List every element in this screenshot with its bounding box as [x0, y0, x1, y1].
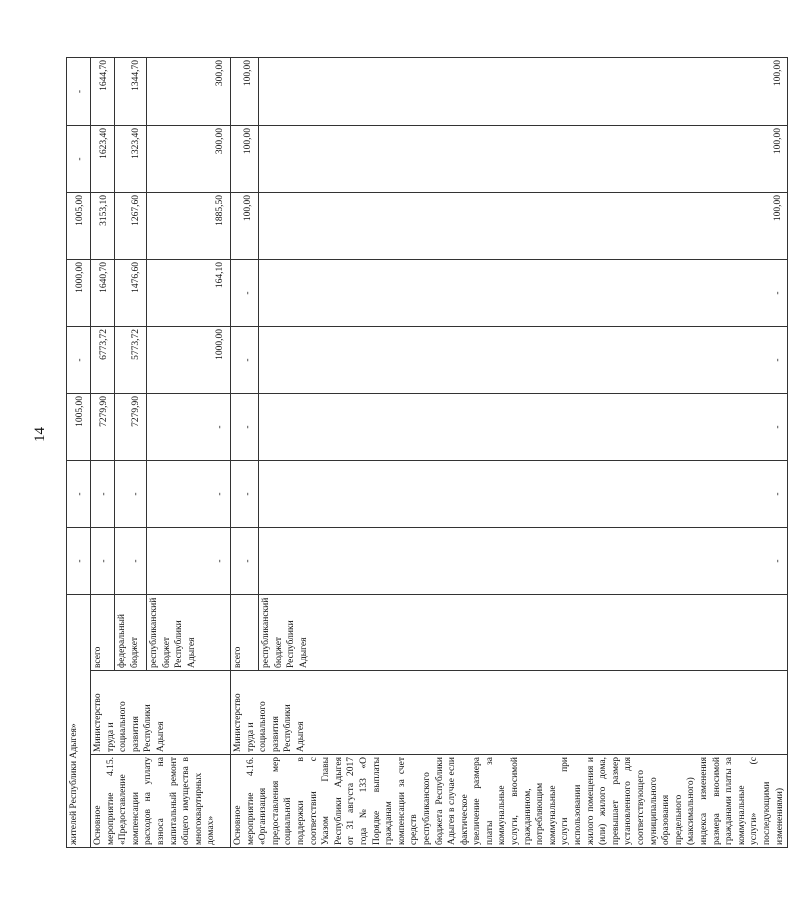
cell: -: [259, 394, 788, 461]
table-row-intro: [67, 58, 91, 848]
page-number: 14: [32, 427, 48, 442]
source-label: республиканский бюджет Республики Адыгея: [147, 595, 231, 671]
cell: 164,10: [147, 260, 231, 327]
source-label: республиканский бюджет Республики Адыгея: [259, 595, 788, 671]
cell: 1344,70: [115, 58, 147, 126]
cell: -: [147, 528, 231, 595]
cell: -: [67, 327, 91, 394]
cell: -: [91, 528, 115, 595]
cell: 7279,90: [115, 394, 147, 461]
cell: 100,00: [259, 58, 788, 126]
cell: -: [67, 461, 91, 528]
cell: 5773,72: [115, 327, 147, 394]
cell: 1005,00: [67, 193, 91, 260]
cell: -: [231, 327, 259, 394]
source-label: всего: [231, 595, 259, 671]
intro-text: жителей Республики Адыгея»: [67, 595, 91, 848]
cell: 100,00: [231, 58, 259, 126]
cell: 3153,10: [91, 193, 115, 260]
cell: 7279,90: [91, 394, 115, 461]
source-label: всего: [91, 595, 115, 671]
cell: -: [259, 260, 788, 327]
cell: -: [67, 528, 91, 595]
cell: -: [67, 126, 91, 193]
cell: 1323,40: [115, 126, 147, 193]
cell: -: [67, 58, 91, 126]
rotated-table-container: [66, 58, 785, 848]
cell: -: [259, 461, 788, 528]
cell: 1644,70: [91, 58, 115, 126]
measure-416-title: Основное мероприятие 4.16. «Организация предоставления мер социальной поддержки в соответствии с Указом Главы Республики Адыгея от 31 августа 2017 года № 133 «О Порядке выплаты гражданам компенсации за счет средств республиканского бюджета Республики Адыгея в случае если фактическое увеличение размера платы за коммунальные услуги, вносимой гражданином, потребляющим коммунальные услуги при использовании жилого помещения и (или) жилого дома, превышает размер установленного для соответствующего муниципального образования предельного (максимального) индекса изменения размера вносимой гражданами платы за коммунальные услуги» (с последующими изменениями): [231, 755, 788, 848]
cell: -: [231, 528, 259, 595]
cell: -: [259, 528, 788, 595]
cell: -: [147, 394, 231, 461]
cell: -: [231, 260, 259, 327]
cell: -: [115, 461, 147, 528]
cell: 100,00: [231, 193, 259, 260]
table-row: [231, 58, 259, 848]
cell: 6773,72: [91, 327, 115, 394]
cell: 1476,60: [115, 260, 147, 327]
cell: -: [147, 461, 231, 528]
cell: 1005,00: [67, 394, 91, 461]
measure-416-executor: Министерство труда и социального развития Республики Адыгея: [231, 671, 788, 755]
cell: 300,00: [147, 126, 231, 193]
cell: 1640,70: [91, 260, 115, 327]
cell: 300,00: [147, 58, 231, 126]
cell: 1267,60: [115, 193, 147, 260]
cell: 1000,00: [147, 327, 231, 394]
cell: -: [231, 461, 259, 528]
measure-415-executor: Министерство труда и социального развития Республики Адыгея: [91, 671, 231, 755]
cell: 100,00: [259, 193, 788, 260]
table-row: [91, 58, 115, 848]
cell: -: [259, 327, 788, 394]
source-label: федеральный бюджет: [115, 595, 147, 671]
cell: 100,00: [231, 126, 259, 193]
cell: -: [115, 528, 147, 595]
measure-415-title: Основное мероприятие 4.15. «Предоставление компенсации расходов на уплату взноса на капитальный ремонт общего имущества в многоквартирных домах»: [91, 755, 231, 848]
cell: -: [91, 461, 115, 528]
cell: -: [231, 394, 259, 461]
cell: 1000,00: [67, 260, 91, 327]
cell: 1623,40: [91, 126, 115, 193]
cell: 1885,50: [147, 193, 231, 260]
cell: 100,00: [259, 126, 788, 193]
budget-table: [66, 57, 788, 848]
